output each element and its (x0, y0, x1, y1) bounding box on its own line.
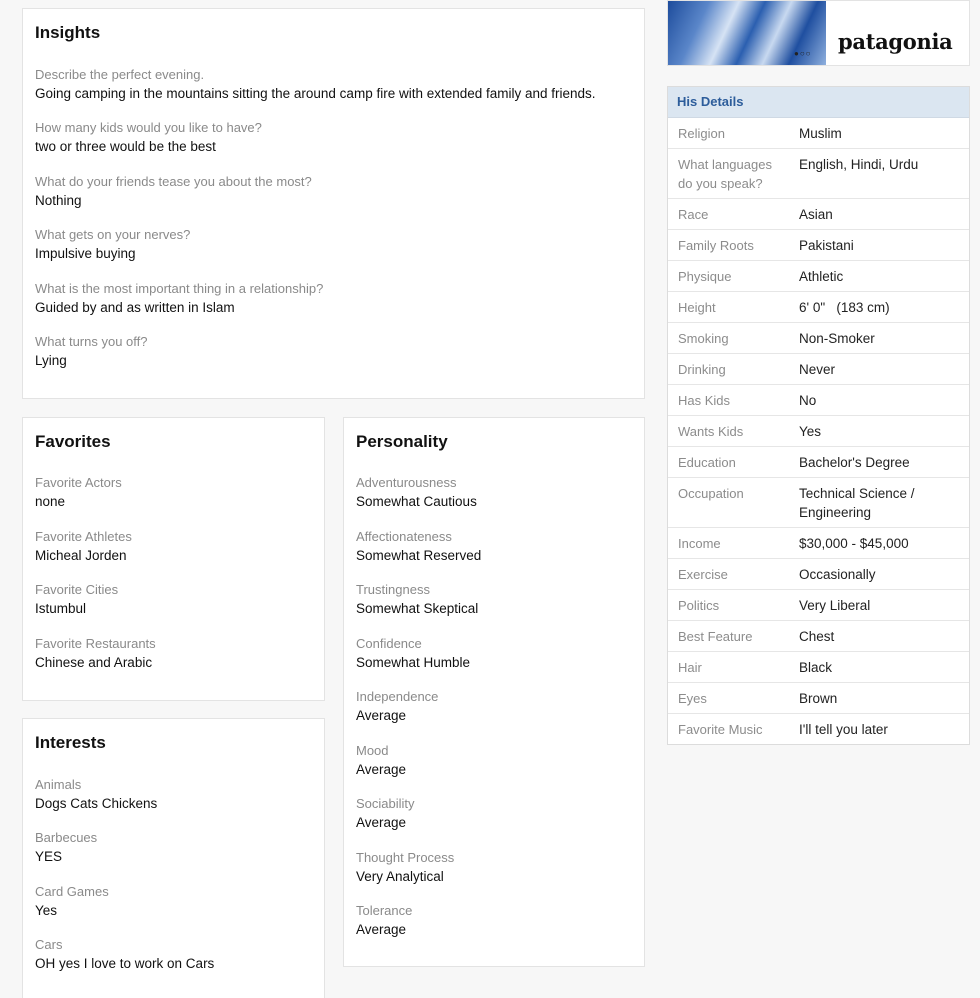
interest-item (35, 883, 314, 920)
insights-title: Insights (35, 23, 101, 42)
detail-value: English, Hindi, Urdu (799, 157, 919, 172)
insight-item (35, 66, 634, 103)
insight-answer: Nothing (35, 193, 82, 208)
detail-row (668, 478, 969, 528)
insights-panel (22, 8, 645, 399)
personality-label: Tolerance (356, 903, 413, 918)
personality-value: Average (356, 815, 407, 830)
personality-label: Confidence (356, 636, 422, 651)
personality-item (356, 902, 634, 939)
personality-title: Personality (356, 432, 448, 451)
personality-label: Trustingness (356, 582, 430, 597)
interest-item (35, 776, 314, 813)
detail-value: Brown (799, 691, 838, 706)
detail-label: Politics (678, 598, 720, 613)
detail-row (668, 621, 969, 652)
interest-label: Animals (35, 777, 82, 792)
personality-label: Affectionateness (356, 529, 452, 544)
interest-value: Yes (35, 903, 58, 918)
details-title: His Details (668, 87, 969, 118)
insight-question: What turns you off? (35, 334, 148, 349)
detail-value: Non-Smoker (799, 331, 875, 346)
personality-value: Very Analytical (356, 869, 444, 884)
detail-value: $30,000 - $45,000 (799, 536, 909, 551)
insight-answer: two or three would be the best (35, 139, 216, 154)
detail-row (668, 385, 969, 416)
interest-value: Dogs Cats Chickens (35, 796, 158, 811)
favorite-label: Favorite Actors (35, 475, 122, 490)
interest-item (35, 829, 314, 866)
detail-row (668, 199, 969, 230)
detail-label: Physique (678, 269, 732, 284)
favorites-title: Favorites (35, 432, 111, 451)
insight-question: Describe the perfect evening. (35, 67, 205, 82)
detail-label: Best Feature (678, 629, 753, 644)
detail-value: I'll tell you later (799, 722, 888, 737)
detail-label: Religion (678, 126, 725, 141)
favorite-value: none (35, 494, 66, 509)
favorite-item (35, 581, 314, 618)
detail-row (668, 292, 969, 323)
favorites-panel (22, 417, 325, 701)
detail-label: Height (678, 300, 716, 315)
detail-value: Never (799, 362, 836, 377)
personality-value: Average (356, 762, 407, 777)
detail-label: Income (678, 536, 721, 551)
personality-value: Somewhat Reserved (356, 548, 482, 563)
detail-label: Wants Kids (678, 424, 744, 439)
detail-row (668, 118, 969, 149)
insight-item (35, 226, 634, 263)
insight-question: What do your friends tease you about the most? (35, 174, 312, 189)
detail-value: Black (799, 660, 833, 675)
personality-value: Average (356, 708, 407, 723)
detail-value: Yes (799, 424, 822, 439)
ad-banner[interactable] (667, 0, 970, 66)
detail-label: Favorite Music (678, 722, 763, 737)
personality-label: Mood (356, 743, 389, 758)
favorite-label: Favorite Athletes (35, 529, 132, 544)
detail-label: Eyes (678, 691, 707, 706)
interest-label: Card Games (35, 884, 109, 899)
personality-item (356, 528, 634, 565)
personality-label: Thought Process (356, 850, 455, 865)
detail-row (668, 230, 969, 261)
insight-answer: Lying (35, 353, 67, 368)
interest-item (35, 936, 314, 973)
detail-row (668, 261, 969, 292)
detail-label: Smoking (678, 331, 729, 346)
detail-label: Exercise (678, 567, 728, 582)
detail-row (668, 652, 969, 683)
insight-answer: Guided by and as written in Islam (35, 300, 235, 315)
personality-item (356, 635, 634, 672)
detail-row (668, 559, 969, 590)
detail-value: Bachelor's Degree (799, 455, 910, 470)
details-table (668, 118, 969, 744)
personality-panel (343, 417, 645, 967)
detail-value: Very Liberal (799, 598, 871, 613)
detail-label: Occupation (678, 486, 744, 501)
personality-item (356, 581, 634, 618)
insight-item (35, 173, 634, 210)
interest-label: Barbecues (35, 830, 98, 845)
detail-value: Asian (799, 207, 833, 222)
personality-label: Sociability (356, 796, 415, 811)
personality-item (356, 688, 634, 725)
detail-label: Drinking (678, 362, 726, 377)
detail-label: Race (678, 207, 709, 222)
detail-label: Hair (678, 660, 702, 675)
detail-label: What languages do you speak? (678, 157, 772, 191)
personality-label: Adventurousness (356, 475, 457, 490)
insight-answer: Impulsive buying (35, 246, 136, 261)
insight-item (35, 280, 634, 317)
insight-question: How many kids would you like to have? (35, 120, 262, 135)
detail-row (668, 447, 969, 478)
detail-label: Has Kids (678, 393, 731, 408)
detail-label: Education (678, 455, 736, 470)
personality-value: Somewhat Humble (356, 655, 471, 670)
interests-panel (22, 718, 325, 998)
detail-row (668, 714, 969, 744)
detail-row (668, 683, 969, 714)
insight-question: What gets on your nerves? (35, 227, 191, 242)
detail-row (668, 528, 969, 559)
personality-item (356, 742, 634, 779)
favorite-item (35, 474, 314, 511)
detail-value: Chest (799, 629, 835, 644)
detail-row (668, 354, 969, 385)
detail-label: Family Roots (678, 238, 754, 253)
detail-value: Occasionally (799, 567, 876, 582)
detail-value: Pakistani (799, 238, 854, 253)
interest-value: YES (35, 849, 63, 864)
carousel-dots[interactable]: ●○○ (794, 49, 812, 58)
interest-value: OH yes I love to work on Cars (35, 956, 215, 971)
detail-value: Muslim (799, 126, 842, 141)
personality-label: Independence (356, 689, 439, 704)
favorite-value: Chinese and Arabic (35, 655, 153, 670)
personality-item (356, 849, 634, 886)
favorite-value: Istumbul (35, 601, 87, 616)
insight-answer: Going camping in the mountains sitting the around camp fire with extended family and friends. (35, 86, 596, 101)
favorite-value: Micheal Jorden (35, 548, 127, 563)
favorite-item (35, 528, 314, 565)
detail-row (668, 149, 969, 199)
favorite-label: Favorite Cities (35, 582, 119, 597)
details-panel (667, 86, 970, 745)
detail-value: No (799, 393, 817, 408)
detail-row (668, 416, 969, 447)
favorite-item (35, 635, 314, 672)
favorite-label: Favorite Restaurants (35, 636, 156, 651)
personality-value: Somewhat Cautious (356, 494, 477, 509)
personality-value: Somewhat Skeptical (356, 601, 479, 616)
insight-question: What is the most important thing in a relationship? (35, 281, 324, 296)
personality-item (356, 474, 634, 511)
detail-value: 6' 0" (183 cm) (799, 300, 890, 315)
insight-item (35, 333, 634, 370)
detail-row (668, 323, 969, 354)
insight-item (35, 119, 634, 156)
detail-value: Athletic (799, 269, 844, 284)
personality-value: Average (356, 922, 407, 937)
detail-value: Technical Science / Engineering (799, 486, 915, 520)
brand-logo[interactable]: patagonia (838, 29, 953, 54)
interests-title: Interests (35, 733, 106, 752)
detail-row (668, 590, 969, 621)
interest-label: Cars (35, 937, 63, 952)
personality-item (356, 795, 634, 832)
